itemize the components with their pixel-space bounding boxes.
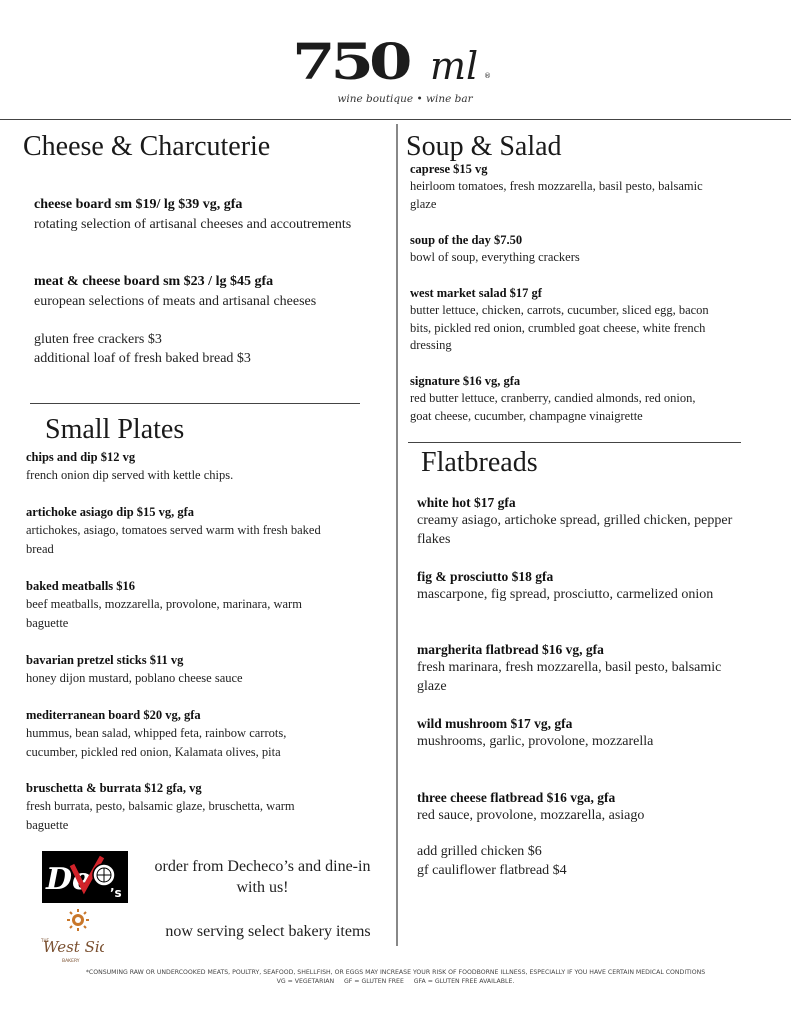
menu-item (417, 788, 737, 826)
menu-item (417, 714, 737, 752)
westside-the: THE (41, 938, 49, 943)
westside-sub: BAKERY (62, 959, 80, 964)
small-plates-divider (30, 403, 360, 404)
westside-bakery-logo (40, 908, 104, 966)
menu-item (34, 195, 364, 234)
item-desc: fresh burrata, pesto, balsamic glaze, bruschetta, warm baguette (26, 799, 295, 832)
menu-item (26, 652, 336, 688)
disclaimer (20, 968, 771, 986)
menu-item (410, 285, 710, 355)
item-desc: honey dijon mustard, poblano cheese sauce (26, 671, 243, 685)
menu-item (410, 373, 710, 425)
item-desc: mushrooms, garlic, provolone, mozzarella (417, 734, 654, 749)
flatbreads-heading: Flatbreads (421, 447, 538, 478)
registered-mark: ® (484, 72, 491, 80)
item-desc: mascarpone, fig spread, prosciutto, carmelized onion (417, 587, 714, 602)
item-title: signature $16 vg, gfa (410, 374, 521, 388)
extra-line: gluten free crackers $3 (34, 332, 162, 347)
westside-name: West Si (43, 938, 100, 956)
flatbread-extras (417, 843, 737, 880)
menu-item (410, 161, 710, 213)
item-title: chips and dip $12 vg (26, 450, 136, 464)
item-desc: creamy asiago, artichoke spread, grilled chicken, pepper flakes (417, 513, 733, 547)
decheco-promo: order from Decheco’s and dine-in with us! (154, 858, 371, 896)
flatbreads-divider (408, 442, 741, 443)
item-title: bruschetta & burrata $12 gfa, vg (26, 781, 202, 795)
item-desc: french onion dip served with kettle chips. (26, 468, 234, 482)
extra-line: additional loaf of fresh baked bread $3 (34, 351, 251, 366)
item-title: cheese board sm $19/ lg $39 vg, gfa (34, 197, 243, 212)
header-divider (0, 119, 791, 120)
dietary-legend: VG = VEGETARIAN GF = GLUTEN FREE GFA = GLUTEN FREE AVAILABLE. (276, 978, 515, 985)
tagline: wine boutique • wine bar (337, 93, 473, 105)
item-desc: hummus, bean salad, whipped feta, rainbow carrots, cucumber, pickled red onion, Kalamata olives, pita (26, 726, 287, 759)
item-title: white hot $17 gfa (417, 495, 516, 510)
menu-item (417, 640, 737, 696)
menu-item (34, 272, 374, 311)
menu-item (410, 232, 710, 267)
logo-unit: ml (430, 44, 479, 88)
item-title: bavarian pretzel sticks $11 vg (26, 653, 184, 667)
decheco-logo-suffix: ’s (110, 886, 122, 900)
item-title: west market salad $17 gf (410, 286, 542, 300)
menu-item (26, 780, 326, 834)
item-title: wild mushroom $17 vg, gfa (417, 716, 573, 731)
cheese-extras (34, 330, 364, 368)
item-desc: fresh marinara, fresh mozzarella, basil pesto, balsamic glaze (417, 660, 722, 694)
item-desc: heirloom tomatoes, fresh mozzarella, basil pesto, balsamic glaze (410, 179, 703, 211)
item-desc: beef meatballs, mozzarella, provolone, marinara, warm baguette (26, 597, 302, 630)
item-desc: butter lettuce, chicken, carrots, cucumber, sliced egg, bacon bits, pickled red onion, crumbled goat cheese, white french dressing (410, 303, 709, 352)
decheco-logo (42, 851, 128, 903)
menu-item (26, 578, 326, 632)
logo-number: 750 (292, 32, 408, 91)
item-title: soup of the day $7.50 (410, 233, 523, 247)
menu-item (417, 493, 737, 549)
item-title: fig & prosciutto $18 gfa (417, 569, 554, 584)
item-title: caprese $15 vg (410, 162, 488, 176)
menu-item (26, 504, 326, 558)
cheese-heading: Cheese & Charcuterie (23, 131, 271, 162)
item-desc: artichokes, asiago, tomatoes served warm with fresh baked bread (26, 523, 321, 556)
item-title: margherita flatbread $16 vg, gfa (417, 642, 604, 657)
extra-line: add grilled chicken $6 (417, 844, 542, 859)
menu-item (417, 567, 737, 605)
item-desc: red butter lettuce, cranberry, candied almonds, red onion, goat cheese, cucumber, champagne vinaigrette (410, 391, 696, 423)
item-desc: european selections of meats and artisanal cheeses (34, 294, 317, 309)
item-title: mediterranean board $20 vg, gfa (26, 708, 201, 722)
item-desc: red sauce, provolone, mozzarella, asiago (417, 808, 645, 823)
menu-item (26, 449, 336, 485)
foodborne-warning: *CONSUMING RAW OR UNDERCOOKED MEATS, POULTRY, SEAFOOD, SHELLFISH, OR EGGS MAY INCREASE YOUR RISK OF FOODBORNE ILLNESS, ESPECIALLY IF YOU HAVE CERTAIN MEDICAL CONDITIONS (85, 969, 706, 976)
item-title: baked meatballs $16 (26, 579, 136, 593)
column-divider (396, 124, 398, 946)
item-desc: bowl of soup, everything crackers (410, 250, 580, 264)
bakery-promo: now serving select bakery items (165, 923, 371, 940)
extra-line: gf cauliflower flatbread $4 (417, 862, 567, 878)
item-title: meat & cheese board sm $23 / lg $45 gfa (34, 274, 274, 289)
item-title: artichoke asiago dip $15 vg, gfa (26, 505, 195, 519)
soup-salad-heading: Soup & Salad (406, 131, 562, 162)
small-plates-heading: Small Plates (45, 414, 185, 445)
item-desc: rotating selection of artisanal cheeses and accoutrements (34, 217, 352, 232)
menu-item (26, 707, 326, 761)
item-title: three cheese flatbread $16 vga, gfa (417, 790, 616, 805)
decheco-logo-text: De (46, 862, 92, 897)
